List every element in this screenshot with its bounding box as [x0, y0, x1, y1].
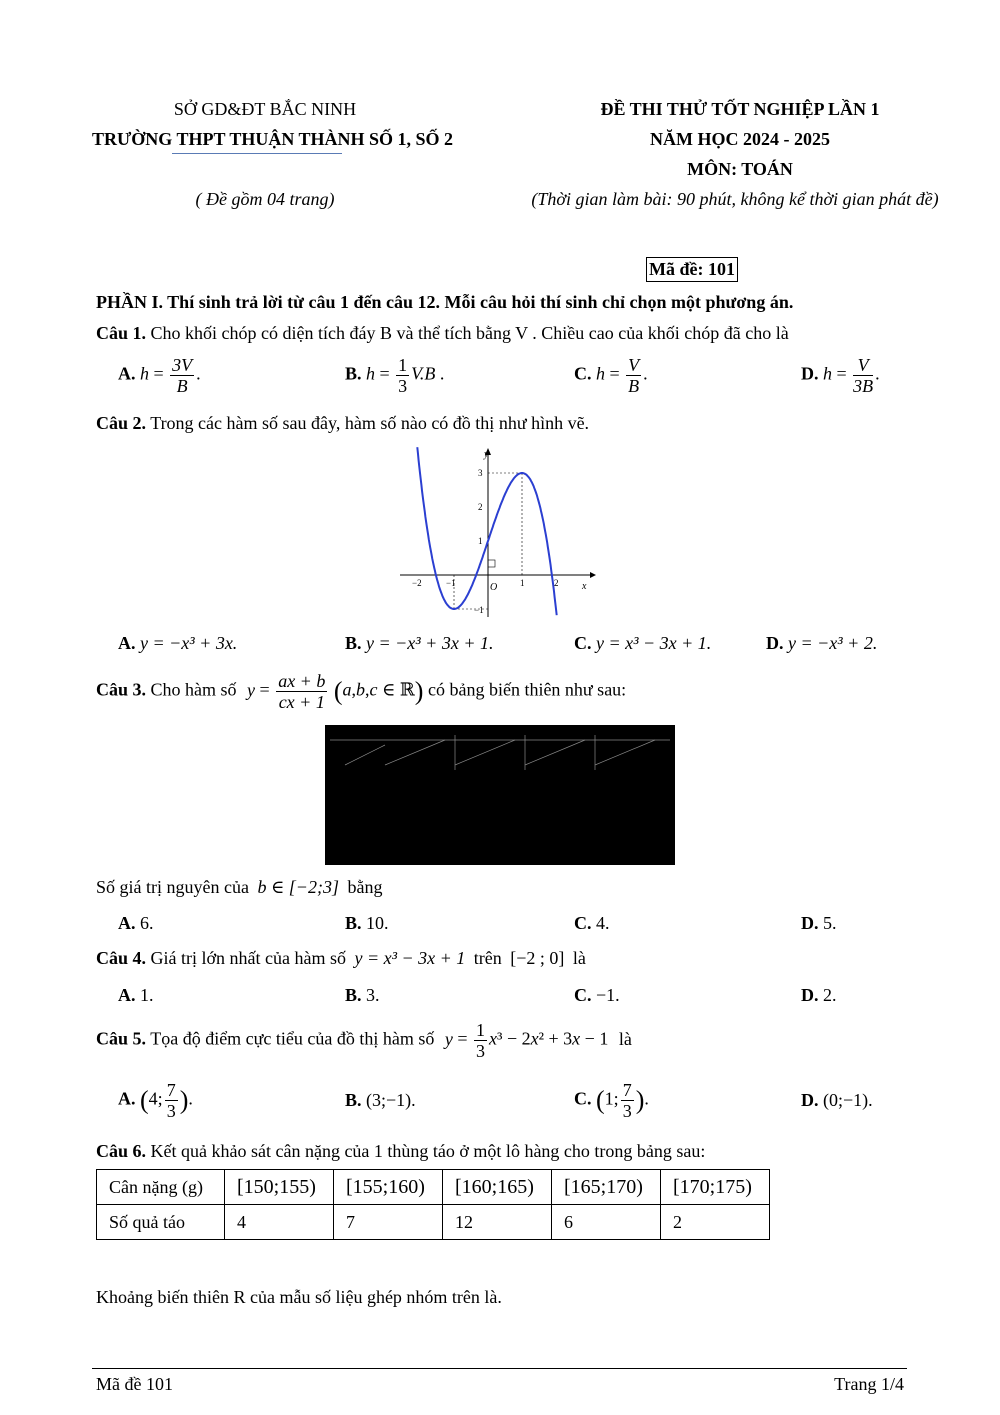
q4-option-a[interactable]: A. 1.	[118, 985, 154, 1005]
option-text: 3.	[366, 985, 380, 1005]
option-label: C.	[574, 633, 592, 653]
q3-option-c[interactable]: C. 4.	[574, 913, 610, 933]
question-tail: bằng	[347, 877, 383, 897]
table-row	[97, 1170, 770, 1205]
q5-option-c[interactable]: C. (1; $\frac{7}{3}$ ).	[574, 1080, 649, 1121]
question-text: Kết quả khảo sát cân nặng của 1 thùng táo ở một lô hàng cho trong bảng sau:	[150, 1141, 706, 1161]
option-label: D.	[766, 633, 784, 653]
ytick-label: 1	[478, 536, 483, 546]
option-text: y = −x³ + 3x.	[140, 633, 238, 653]
q2-option-c[interactable]	[574, 633, 711, 654]
ytick-label: 3	[478, 468, 483, 478]
table-cell: [170;175)	[661, 1170, 770, 1205]
function-expr: y = x³ − 3x + 1	[354, 948, 466, 968]
footer-page-number: Trang 1/4	[834, 1374, 904, 1394]
q5-option-d[interactable]: D. (0;−1).	[801, 1090, 873, 1110]
question-5: Câu 5. Tọa độ điểm cực tiểu của đồ thị hàm số y = $\frac{1}{3}$ x³ − 2x² + 3x − 1 là	[96, 1020, 632, 1061]
question-after: có bảng biến thiên như sau:	[427, 679, 627, 700]
question-label: Câu 2.	[96, 413, 147, 433]
q4-option-c[interactable]: C. −1.	[574, 985, 620, 1005]
xtick-label: −1	[446, 578, 456, 588]
table-cell: [165;170)	[552, 1170, 661, 1205]
question-text: Trong các hàm số sau đây, hàm số nào có đồ thị như hình vẽ.	[150, 413, 590, 433]
xtick-label: −2	[412, 578, 422, 588]
option-text: (3;−1).	[366, 1090, 416, 1110]
school-name: TRƯỜNG THPT THUẬN THÀNH SỐ 1, SỐ 2	[91, 129, 454, 149]
school-year: NĂM HỌC 2024 - 2025	[650, 129, 830, 149]
exam-code-box: Mã đề: 101	[646, 257, 738, 282]
option-text: (0;−1).	[823, 1090, 873, 1110]
question-label: Câu 5.	[96, 1028, 147, 1049]
ytick-label: 2	[478, 502, 483, 512]
option-text: 5.	[823, 913, 837, 933]
time-note: (Thời gian làm bài: 90 phút, không kể thời gian phát đề)	[531, 189, 939, 209]
table-cell: 6	[552, 1205, 661, 1240]
table-cell: 2	[661, 1205, 770, 1240]
q3-option-b[interactable]: B. 10.	[345, 913, 389, 933]
question-end: là	[572, 948, 586, 968]
question-text: Cho khối chóp có diện tích đáy B và thể tích bằng V . Chiều cao của khối chóp đã cho là	[150, 323, 789, 343]
question-4	[96, 948, 586, 969]
pages-note: ( Đề gồm 04 trang)	[195, 189, 335, 209]
y-axis-label: y	[484, 449, 489, 460]
table-cell: [150;155)	[225, 1170, 334, 1205]
q2-option-d[interactable]	[766, 633, 877, 654]
q1-option-b[interactable]: B. h = $\frac{1}{3}$ V.B .	[345, 355, 445, 396]
table-header-cell: Số quả táo	[97, 1205, 225, 1240]
question-text: Số giá trị nguyên của	[96, 877, 249, 897]
footer-exam-code: Mã đề 101	[96, 1374, 173, 1394]
option-text: y = −x³ + 3x + 1.	[366, 633, 494, 653]
q1-option-a[interactable]: A. h = $\frac{3V}{B}$ .	[118, 355, 201, 396]
q2-option-a[interactable]	[118, 633, 237, 654]
question-label: Câu 4.	[96, 948, 147, 968]
option-label: B.	[345, 363, 362, 384]
table-cell: 4	[225, 1205, 334, 1240]
question-end: là	[618, 1028, 632, 1049]
q3-option-d[interactable]: D. 5.	[801, 913, 837, 933]
x-axis-label: x	[582, 581, 587, 592]
footer-divider	[92, 1368, 907, 1369]
q5-option-b[interactable]: B. (3;−1).	[345, 1090, 416, 1110]
x-axis-arrow	[590, 572, 596, 578]
ytick-label: −1	[474, 605, 484, 615]
question-text: Tọa độ điểm cực tiểu của đồ thị hàm số	[150, 1028, 435, 1049]
question-label: Câu 6.	[96, 1141, 147, 1161]
interval: [−2 ; 0]	[510, 948, 565, 968]
question-6	[96, 1141, 705, 1162]
q4-option-b[interactable]: B. 3.	[345, 985, 380, 1005]
q1-option-d[interactable]: D. h = $\frac{V}{3B}$ .	[801, 355, 880, 396]
school-underline	[172, 153, 342, 154]
part1-heading: PHẦN I. Thí sinh trả lời từ câu 1 đến câu 12. Mỗi câu hỏi thí sinh chỉ chọn một phương án.	[96, 292, 794, 312]
option-text: y = −x³ + 2.	[788, 633, 878, 653]
option-text: −1.	[596, 985, 620, 1005]
option-text: 6.	[140, 913, 154, 933]
option-text: 10.	[366, 913, 389, 933]
apple-weight-table	[96, 1169, 770, 1240]
interval: b ∈ [−2;3]	[257, 877, 339, 897]
question-3: Câu 3. Cho hàm số y = $\frac{ax + b}{cx + 1}$ (a,b,c ∈ ℝ) có bảng biến thiên như sau:	[96, 671, 627, 712]
question-1	[96, 323, 789, 344]
q4-option-d[interactable]: D. 2.	[801, 985, 837, 1005]
table-cell: 7	[334, 1205, 443, 1240]
question-label: Câu 1.	[96, 323, 147, 343]
table-cell: [155;160)	[334, 1170, 443, 1205]
table-cell: 12	[443, 1205, 552, 1240]
question-tail: trên	[473, 948, 502, 968]
option-text: 2.	[823, 985, 837, 1005]
question-2	[96, 413, 589, 434]
table-cell: [160;165)	[443, 1170, 552, 1205]
option-text: 4.	[596, 913, 610, 933]
question-3-prompt	[96, 877, 382, 898]
exam-title: ĐỀ THI THỬ TỐT NGHIỆP LẦN 1	[600, 99, 880, 119]
variation-table-image	[325, 725, 675, 865]
option-text: 1.	[140, 985, 154, 1005]
option-text: y = x³ − 3x + 1.	[596, 633, 712, 653]
q3-option-a[interactable]: A. 6.	[118, 913, 154, 933]
option-label: A.	[118, 633, 136, 653]
q1-option-c[interactable]: C. h = $\frac{V}{B}$ .	[574, 355, 648, 396]
right-angle-mark	[488, 560, 495, 567]
q5-option-a[interactable]: A. (4; $\frac{7}{3}$ ).	[118, 1080, 193, 1121]
option-label: D.	[801, 363, 819, 384]
xtick-label: 2	[554, 578, 559, 588]
department-name: SỞ GD&ĐT BẮC NINH	[173, 99, 357, 119]
xtick-label: 1	[520, 578, 525, 588]
question-text: Giá trị lớn nhất của hàm số	[150, 948, 346, 968]
variation-table-artifacts	[325, 725, 675, 865]
question-6-prompt: Khoảng biến thiên R của mẫu số liệu ghép nhóm trên là.	[96, 1287, 502, 1307]
subject: MÔN: TOÁN	[687, 159, 793, 179]
option-label: B.	[345, 633, 362, 653]
table-row	[97, 1205, 770, 1240]
origin-label: O	[490, 582, 498, 593]
function-curve	[417, 447, 556, 615]
q2-option-b[interactable]	[345, 633, 493, 654]
option-label: C.	[574, 363, 592, 384]
cubic-function-graph	[398, 445, 598, 620]
question-label: Câu 3.	[96, 679, 147, 700]
option-label: A.	[118, 363, 136, 384]
table-header-cell: Cân nặng (g)	[97, 1170, 225, 1205]
question-intro: Cho hàm số	[150, 679, 237, 700]
